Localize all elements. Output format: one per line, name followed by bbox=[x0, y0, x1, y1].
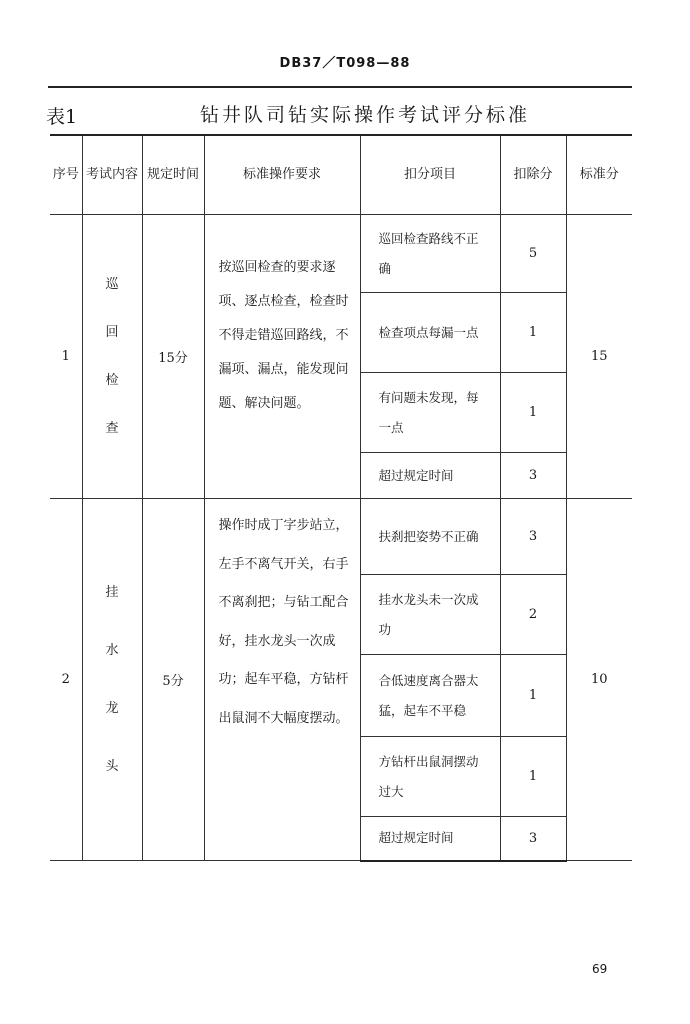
standard-score: 15 bbox=[566, 215, 632, 499]
standard-requirement: 操作时成丁字步站立，左手不离气开关，右手不离刹把；与钻工配合好，挂水龙头一次成功；起车平稳，方钻杆出鼠洞不大幅度摆动。 bbox=[204, 499, 360, 861]
time-limit: 15分 bbox=[142, 215, 204, 499]
table-row bbox=[50, 215, 632, 293]
deduction-item: 超过规定时间 bbox=[360, 453, 500, 499]
top-rule bbox=[48, 86, 632, 88]
deduction-item: 合低速度离合器太猛，起车不平稳 bbox=[360, 655, 500, 737]
deduction-points: 3 bbox=[500, 453, 566, 499]
col-header: 序号 bbox=[50, 135, 82, 215]
table-title: 钻井队司钻实际操作考试评分标准 bbox=[200, 104, 531, 126]
deduction-points: 3 bbox=[500, 499, 566, 575]
row-number: 1 bbox=[50, 215, 82, 499]
deduction-item: 超过规定时间 bbox=[360, 817, 500, 861]
page-number: 69 bbox=[592, 962, 608, 976]
exam-content-text: 挂水龙头 bbox=[105, 584, 119, 774]
exam-content-text: 巡回检查 bbox=[105, 276, 119, 436]
time-limit: 5分 bbox=[142, 499, 204, 861]
deduction-points: 1 bbox=[500, 737, 566, 817]
table-row bbox=[50, 499, 632, 575]
deduction-points: 1 bbox=[500, 373, 566, 453]
deduction-points: 3 bbox=[500, 817, 566, 861]
col-header: 标准分 bbox=[566, 135, 632, 215]
header-row bbox=[50, 135, 632, 215]
exam-content bbox=[82, 215, 142, 499]
deduction-item: 扶刹把姿势不正确 bbox=[360, 499, 500, 575]
standard-score: 10 bbox=[566, 499, 632, 861]
deduction-points: 1 bbox=[500, 655, 566, 737]
document-code: DB37／T098—88 bbox=[279, 56, 411, 71]
deduction-item: 巡回检查路线不正确 bbox=[360, 215, 500, 293]
col-header: 扣分项目 bbox=[360, 135, 500, 215]
deduction-item: 方钻杆出鼠洞摆动过大 bbox=[360, 737, 500, 817]
col-header: 扣除分 bbox=[500, 135, 566, 215]
exam-content bbox=[82, 499, 142, 861]
deduction-item: 有问题未发现，每一点 bbox=[360, 373, 500, 453]
deduction-points: 1 bbox=[500, 293, 566, 373]
col-header: 规定时间 bbox=[142, 135, 204, 215]
deduction-item: 检查项点每漏一点 bbox=[360, 293, 500, 373]
deduction-item: 挂水龙头未一次成功 bbox=[360, 575, 500, 655]
col-header: 考试内容 bbox=[82, 135, 142, 215]
deduction-points: 5 bbox=[500, 215, 566, 293]
row-number: 2 bbox=[50, 499, 82, 861]
deduction-points: 2 bbox=[500, 575, 566, 655]
standard-requirement: 按巡回检查的要求逐项、逐点检查，检查时不得走错巡回路线，不漏项、漏点，能发现问题、解决问题。 bbox=[204, 215, 360, 499]
col-header: 标准操作要求 bbox=[204, 135, 360, 215]
table-label: 表1 bbox=[46, 106, 78, 128]
scoring-table bbox=[50, 134, 632, 862]
